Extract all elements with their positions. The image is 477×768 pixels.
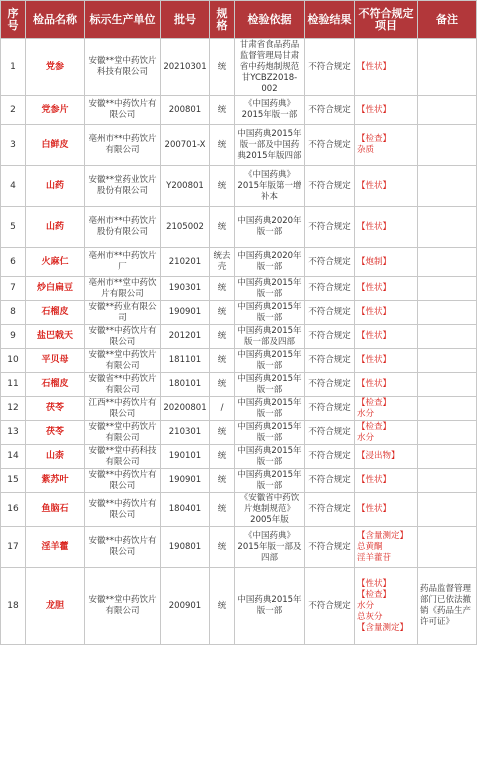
row-seq: 6 (1, 248, 26, 277)
row-basis: 《中国药典》2015年版一部 (235, 96, 305, 125)
row-unit: 安徽**中药饮片有限公司 (85, 96, 161, 125)
row-note (418, 421, 477, 445)
row-spec: 统 (210, 301, 235, 325)
row-items (355, 166, 418, 207)
row-note (418, 397, 477, 421)
row-item-line: 杂质 (357, 145, 375, 155)
row-item-line: 【性状】 (357, 104, 392, 115)
row-items (355, 125, 418, 166)
row-basis: 中国药典2015年版一部 (235, 373, 305, 397)
row-result: 不符合规定 (305, 96, 355, 125)
row-note (418, 207, 477, 248)
row-note (418, 373, 477, 397)
row-item-line: 水分 (357, 432, 375, 443)
row-basis: 中国药典2015年版一部 (235, 301, 305, 325)
header-seq: 序号 (1, 1, 26, 39)
row-items (355, 207, 418, 248)
row-note (418, 493, 477, 527)
row-unit: 安徽**堂中药饮片有限公司 (85, 349, 161, 373)
row-item-line: 【检查】 (357, 134, 392, 144)
row-item-line: 【性状】 (357, 578, 392, 589)
row-note (418, 39, 477, 96)
row-result: 不符合规定 (305, 277, 355, 301)
row-unit: 安徽**堂中药饮片有限公司 (85, 568, 161, 645)
table-row (1, 349, 477, 373)
row-seq: 17 (1, 527, 26, 568)
row-name: 火麻仁 (26, 248, 85, 277)
row-seq: 18 (1, 568, 26, 645)
row-batch: 200901 (161, 568, 210, 645)
row-basis: 甘肃省食品药品监督管理局甘肃省中药炮制规范甘YCBZ2018-002 (235, 39, 305, 96)
row-items (355, 493, 418, 527)
header-batch: 批号 (161, 1, 210, 39)
row-spec: 统 (210, 527, 235, 568)
row-result: 不符合规定 (305, 166, 355, 207)
table-row (1, 568, 477, 645)
row-spec: 统去壳 (210, 248, 235, 277)
row-unit: 安徽**中药饮片有限公司 (85, 493, 161, 527)
row-basis: 中国药典2015年版一部 (235, 469, 305, 493)
row-name: 茯苓 (26, 397, 85, 421)
row-result: 不符合规定 (305, 527, 355, 568)
row-unit: 安徽**中药饮片有限公司 (85, 527, 161, 568)
row-note (418, 248, 477, 277)
row-items (355, 325, 418, 349)
row-name: 石榴皮 (26, 301, 85, 325)
row-result: 不符合规定 (305, 248, 355, 277)
row-unit: 安徽省**中药饮片有限公司 (85, 373, 161, 397)
row-note (418, 96, 477, 125)
row-item-line: 【性状】 (357, 180, 392, 191)
table-row (1, 493, 477, 527)
row-unit: 安徽**堂药业饮片股份有限公司 (85, 166, 161, 207)
row-result: 不符合规定 (305, 397, 355, 421)
header-items: 不符合规定项目 (355, 1, 418, 39)
row-item-line: 【性状】 (357, 355, 392, 365)
row-items (355, 527, 418, 568)
row-batch: 210301 (161, 421, 210, 445)
row-seq: 15 (1, 469, 26, 493)
row-spec: 统 (210, 207, 235, 248)
row-result: 不符合规定 (305, 301, 355, 325)
row-batch: 180401 (161, 493, 210, 527)
row-basis: 中国药典2015年版一部 (235, 421, 305, 445)
row-note (418, 325, 477, 349)
row-item-line: 【性状】 (357, 379, 392, 389)
row-items (355, 96, 418, 125)
row-item-line: 【性状】 (357, 504, 392, 514)
row-item-line: 【性状】 (357, 283, 392, 293)
row-seq: 1 (1, 39, 26, 96)
table-row (1, 96, 477, 125)
row-result: 不符合规定 (305, 349, 355, 373)
header-spec: 规格 (210, 1, 235, 39)
header-name: 检品名称 (26, 1, 85, 39)
row-result: 不符合规定 (305, 568, 355, 645)
row-name: 山柰 (26, 445, 85, 469)
row-name: 石榴皮 (26, 373, 85, 397)
table-row (1, 301, 477, 325)
row-item-line: 【含量测定】 (357, 622, 409, 633)
table-row (1, 397, 477, 421)
row-basis: 中国药典2015年版一部及中国药典2015年版四部 (235, 125, 305, 166)
table-row (1, 527, 477, 568)
row-spec: 统 (210, 166, 235, 207)
row-unit: 安徽**中药饮片有限公司 (85, 325, 161, 349)
row-spec: 统 (210, 469, 235, 493)
row-item-line: 【性状】 (357, 331, 392, 341)
row-result: 不符合规定 (305, 325, 355, 349)
row-batch: 201201 (161, 325, 210, 349)
row-batch: 200801 (161, 96, 210, 125)
row-spec: 统 (210, 568, 235, 645)
row-seq: 13 (1, 421, 26, 445)
table-row (1, 325, 477, 349)
row-spec: 统 (210, 421, 235, 445)
row-seq: 7 (1, 277, 26, 301)
row-batch: 180101 (161, 373, 210, 397)
row-spec: 统 (210, 493, 235, 527)
row-name: 紫苏叶 (26, 469, 85, 493)
row-batch: 20200801 (161, 397, 210, 421)
row-note (418, 125, 477, 166)
row-result: 不符合规定 (305, 469, 355, 493)
row-items (355, 301, 418, 325)
table-row (1, 277, 477, 301)
row-result: 不符合规定 (305, 207, 355, 248)
row-items (355, 397, 418, 421)
row-item-line: 【性状】 (357, 221, 392, 232)
row-unit: 安徽**中药饮片有限公司 (85, 469, 161, 493)
row-batch: 190901 (161, 301, 210, 325)
row-name: 党参片 (26, 96, 85, 125)
row-basis: 《中国药典》2015年版第一增补本 (235, 166, 305, 207)
row-batch: 190901 (161, 469, 210, 493)
row-unit: 亳州市**中药饮片厂 (85, 248, 161, 277)
row-spec: 统 (210, 445, 235, 469)
table-row (1, 445, 477, 469)
row-result: 不符合规定 (305, 373, 355, 397)
table-row (1, 469, 477, 493)
header-unit: 标示生产单位 (85, 1, 161, 39)
row-note (418, 277, 477, 301)
row-seq: 14 (1, 445, 26, 469)
row-item-line: 【炮制】 (357, 256, 392, 267)
row-seq: 4 (1, 166, 26, 207)
row-unit: 安徽**堂中药科技有限公司 (85, 445, 161, 469)
row-spec: 统 (210, 325, 235, 349)
row-basis: 《安徽省中药饮片炮制规范》2005年版 (235, 493, 305, 527)
row-item-line: 淫羊藿苷 (357, 552, 392, 563)
row-batch: 20210301 (161, 39, 210, 96)
row-spec: 统 (210, 96, 235, 125)
row-unit: 亳州市**中药饮片有限公司 (85, 125, 161, 166)
row-batch: 190301 (161, 277, 210, 301)
row-name: 白鲜皮 (26, 125, 85, 166)
row-note: 药品监督管理部门已依法撤销《药品生产许可证》 (418, 568, 477, 645)
header-result: 检验结果 (305, 1, 355, 39)
row-seq: 12 (1, 397, 26, 421)
row-items (355, 349, 418, 373)
row-basis: 中国药典2020年版一部 (235, 207, 305, 248)
table-row (1, 39, 477, 96)
row-basis: 中国药典2015年版一部 (235, 445, 305, 469)
row-items (355, 445, 418, 469)
row-name: 炒白扁豆 (26, 277, 85, 301)
row-item-line: 【检查】 (357, 397, 392, 408)
row-item-line: 【性状】 (357, 61, 392, 72)
row-seq: 9 (1, 325, 26, 349)
row-name: 山药 (26, 166, 85, 207)
row-items (355, 373, 418, 397)
row-items (355, 277, 418, 301)
row-name: 盐巴戟天 (26, 325, 85, 349)
row-batch: 210201 (161, 248, 210, 277)
row-basis: 中国药典2015年版一部 (235, 277, 305, 301)
row-item-line: 【含量测定】 (357, 530, 409, 541)
row-items (355, 421, 418, 445)
row-item-line: 【检查】 (357, 589, 392, 600)
table-row (1, 373, 477, 397)
row-item-line: 水分 (357, 600, 375, 611)
row-note (418, 166, 477, 207)
row-unit: 亳州市**中药饮片股份有限公司 (85, 207, 161, 248)
table-row (1, 166, 477, 207)
row-basis: 中国药典2015年版一部 (235, 568, 305, 645)
row-basis: 《中国药典》2015年版一部及四部 (235, 527, 305, 568)
row-basis: 中国药典2015年版一部 (235, 349, 305, 373)
row-spec: 统 (210, 125, 235, 166)
row-name: 淫羊藿 (26, 527, 85, 568)
row-item-line: 【浸出物】 (357, 451, 400, 461)
row-seq: 10 (1, 349, 26, 373)
header-note: 备注 (418, 1, 477, 39)
row-note (418, 349, 477, 373)
row-items (355, 248, 418, 277)
row-seq: 8 (1, 301, 26, 325)
row-batch: Y200801 (161, 166, 210, 207)
row-item-line: 【检查】 (357, 421, 392, 432)
row-note (418, 301, 477, 325)
row-item-line: 【性状】 (357, 475, 392, 485)
row-item-line: 水分 (357, 408, 375, 419)
row-name: 茯苓 (26, 421, 85, 445)
row-batch: 200701-X (161, 125, 210, 166)
table-row (1, 207, 477, 248)
row-note (418, 469, 477, 493)
row-spec: 统 (210, 349, 235, 373)
row-items (355, 469, 418, 493)
header-row (1, 1, 477, 39)
row-seq: 11 (1, 373, 26, 397)
header-basis: 检验依据 (235, 1, 305, 39)
row-batch: 190801 (161, 527, 210, 568)
row-item-line: 【性状】 (357, 307, 392, 317)
row-result: 不符合规定 (305, 493, 355, 527)
row-note (418, 445, 477, 469)
row-name: 平贝母 (26, 349, 85, 373)
row-name: 鱼脑石 (26, 493, 85, 527)
row-seq: 16 (1, 493, 26, 527)
row-unit: 安徽**堂中药饮片有限公司 (85, 421, 161, 445)
row-result: 不符合规定 (305, 421, 355, 445)
row-basis: 中国药典2020年版一部 (235, 248, 305, 277)
row-spec: 统 (210, 277, 235, 301)
row-seq: 2 (1, 96, 26, 125)
row-unit: 江西**中药饮片有限公司 (85, 397, 161, 421)
table-row (1, 248, 477, 277)
row-batch: 2105002 (161, 207, 210, 248)
row-note (418, 527, 477, 568)
row-name: 山药 (26, 207, 85, 248)
row-result: 不符合规定 (305, 445, 355, 469)
row-seq: 3 (1, 125, 26, 166)
row-name: 龙胆 (26, 568, 85, 645)
table-row (1, 125, 477, 166)
row-basis: 中国药典2015年版一部及四部 (235, 325, 305, 349)
row-basis: 中国药典2015年版一部 (235, 397, 305, 421)
row-result: 不符合规定 (305, 125, 355, 166)
row-batch: 190101 (161, 445, 210, 469)
row-items (355, 568, 418, 645)
row-seq: 5 (1, 207, 26, 248)
row-name: 党参 (26, 39, 85, 96)
row-unit: 亳州市**堂中药饮片有限公司 (85, 277, 161, 301)
row-unit: 安徽**堂中药饮片科技有限公司 (85, 39, 161, 96)
row-items (355, 39, 418, 96)
row-item-line: 总黄酮 (357, 541, 383, 552)
row-spec: 统 (210, 39, 235, 96)
row-spec: 统 (210, 373, 235, 397)
row-batch: 181101 (161, 349, 210, 373)
row-unit: 安徽**药业有限公司 (85, 301, 161, 325)
table-row (1, 421, 477, 445)
row-result: 不符合规定 (305, 39, 355, 96)
row-spec: / (210, 397, 235, 421)
row-item-line: 总灰分 (357, 611, 383, 622)
